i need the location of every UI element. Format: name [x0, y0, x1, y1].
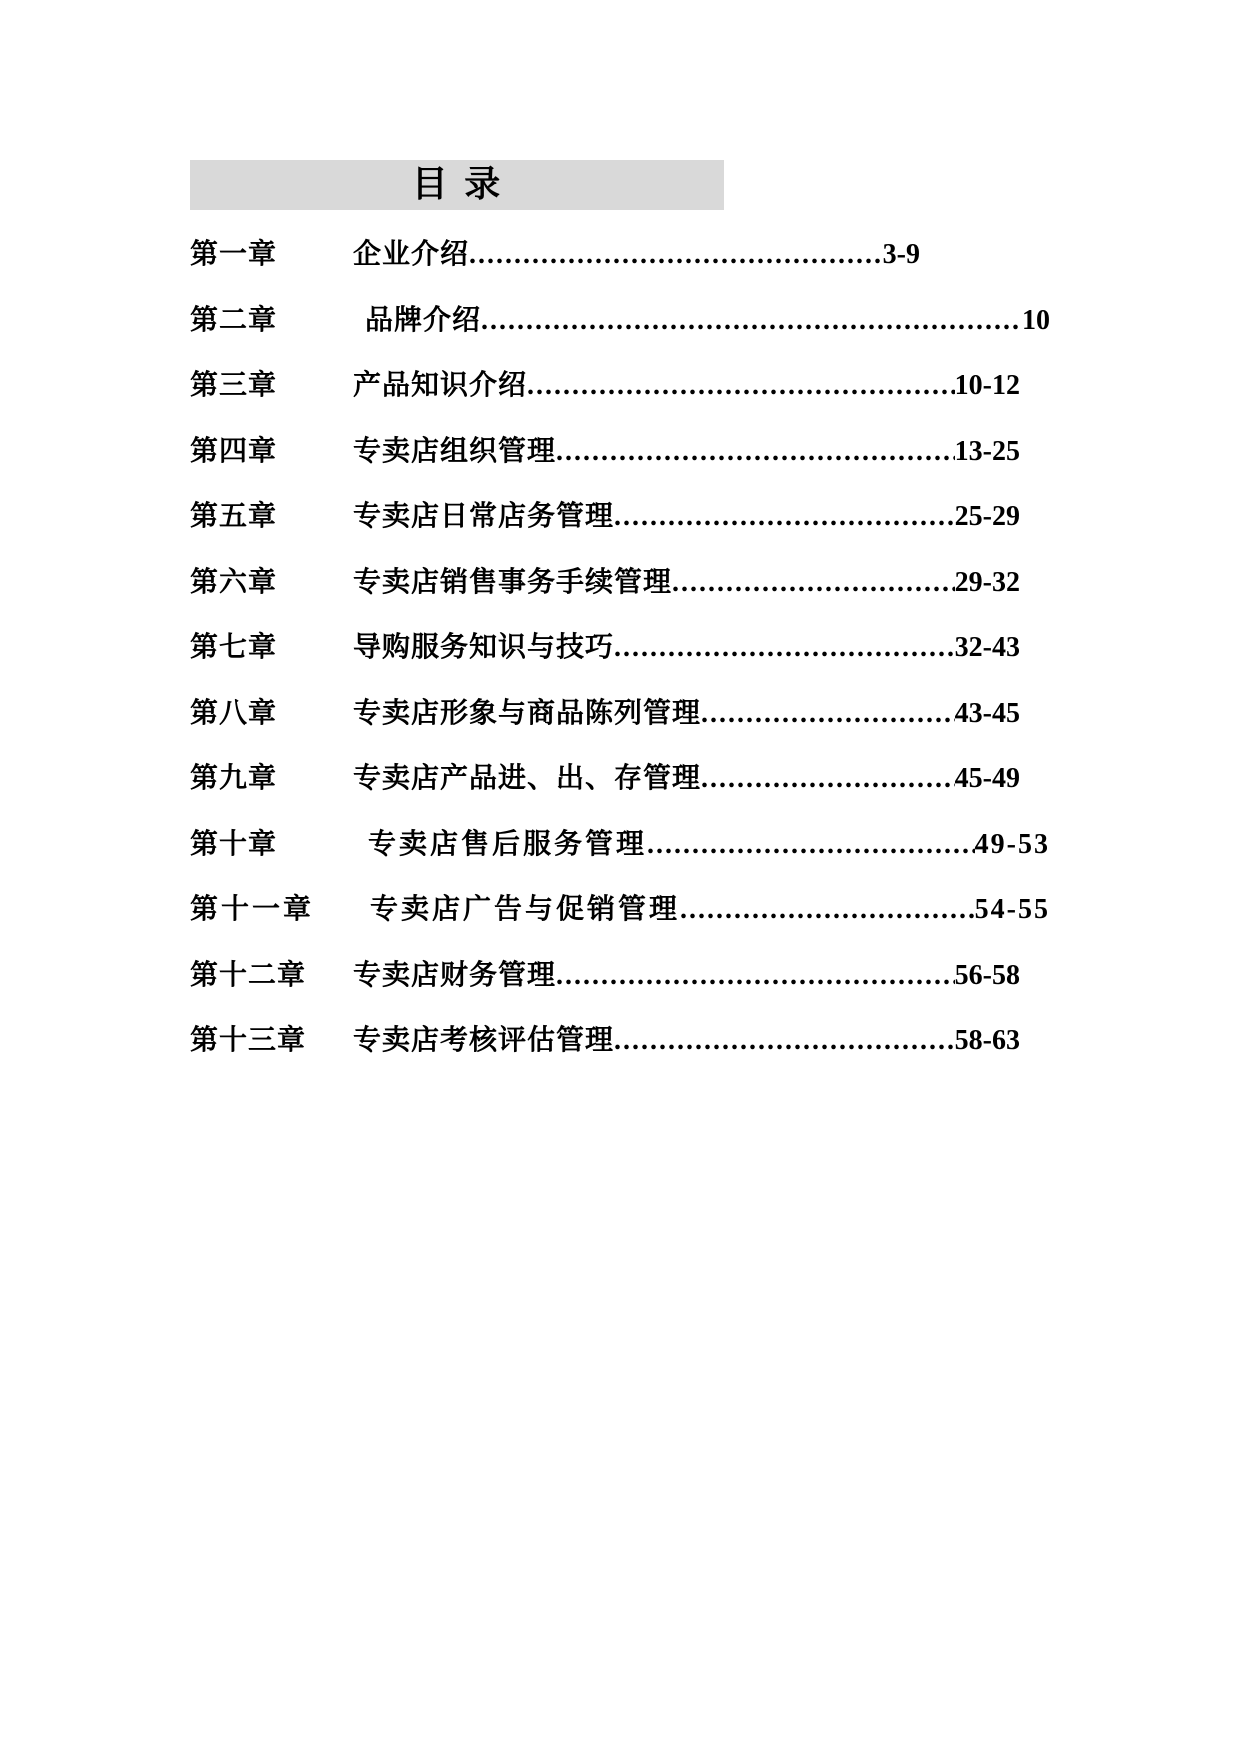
toc-title: 目 录 [411, 164, 503, 205]
toc-chapter-title: 专卖店日常店务管理 [353, 499, 615, 532]
toc-dot-leader [481, 305, 1022, 337]
toc-chapter-number: 第一章 [190, 237, 278, 270]
toc-chapter-number: 第七章 [190, 630, 278, 663]
toc-entry[interactable] [190, 357, 1020, 423]
toc-chapter-title: 专卖店财务管理 [353, 957, 557, 991]
toc-entry[interactable] [190, 1012, 1020, 1078]
toc-entry[interactable] [190, 685, 1020, 751]
toc-entry-line [353, 691, 1020, 731]
toc-dot-leader [614, 501, 955, 533]
toc-chapter-title: 品牌介绍 [365, 302, 482, 336]
toc-entry[interactable] [190, 292, 1050, 358]
toc-entry-line [353, 560, 1020, 600]
toc-chapter-number: 第二章 [190, 302, 278, 336]
toc-entry-line [365, 298, 1050, 338]
toc-dot-leader [672, 567, 955, 599]
toc-chapter-number: 第十三章 [190, 1023, 307, 1056]
toc-entry[interactable] [190, 423, 1020, 489]
toc-page-range: 29-32 [954, 566, 1020, 598]
toc-dot-leader [556, 960, 955, 992]
toc-entry[interactable] [190, 619, 1020, 685]
toc-chapter-number: 第十章 [190, 826, 278, 860]
toc-dot-leader [556, 436, 955, 468]
toc-entry[interactable] [190, 816, 1050, 882]
toc-entry-line [370, 887, 1050, 927]
toc-entry-line [353, 429, 1020, 469]
toc-page-range: 13-25 [954, 435, 1020, 467]
toc-page-range: 49-53 [974, 828, 1050, 860]
toc-page-range: 25-29 [954, 501, 1020, 532]
toc-entry[interactable] [190, 881, 1050, 947]
toc-chapter-number: 第九章 [190, 761, 278, 794]
toc-entry-line [353, 625, 1020, 665]
toc-title-bar [190, 160, 724, 210]
toc-page-range: 43-45 [954, 697, 1020, 729]
toc-chapter-number: 第五章 [190, 499, 278, 532]
toc-entry-line [353, 953, 1020, 993]
toc-entry[interactable] [190, 226, 920, 292]
toc-dot-leader [701, 763, 955, 795]
toc-entry-line [353, 756, 1020, 796]
toc-chapter-title: 专卖店广告与促销管理 [370, 892, 681, 925]
toc-chapter-number: 第八章 [190, 695, 278, 729]
toc-dot-leader [614, 1025, 955, 1057]
toc-list [190, 226, 1070, 1078]
toc-entry[interactable] [190, 947, 1020, 1013]
toc-chapter-title: 专卖店形象与商品陈列管理 [353, 695, 702, 729]
toc-dot-leader [647, 829, 975, 861]
toc-chapter-number: 第三章 [190, 368, 278, 401]
toc-page-range: 3-9 [882, 239, 920, 270]
toc-dot-leader [527, 370, 955, 402]
toc-page-range: 56-58 [954, 959, 1020, 991]
toc-page-range: 45-49 [954, 763, 1020, 794]
toc-chapter-number: 第十一章 [190, 892, 315, 925]
toc-page-range: 54-55 [974, 894, 1050, 925]
toc-chapter-title: 专卖店组织管理 [353, 433, 557, 467]
toc-chapter-title: 专卖店考核评估管理 [353, 1023, 615, 1056]
toc-dot-leader [680, 894, 975, 926]
toc-entry-line [353, 494, 1020, 534]
toc-page-range: 10 [1022, 304, 1050, 336]
toc-dot-leader [614, 632, 955, 664]
toc-entry-line [368, 822, 1050, 862]
toc-chapter-title: 产品知识介绍 [353, 368, 528, 401]
toc-page-range: 32-43 [954, 632, 1020, 663]
toc-chapter-number: 第十二章 [190, 957, 307, 991]
toc-chapter-number: 第六章 [190, 564, 278, 598]
toc-entry-line [353, 363, 1020, 403]
toc-entry[interactable] [190, 554, 1020, 620]
toc-entry[interactable] [190, 488, 1020, 554]
toc-page-range: 10-12 [954, 370, 1020, 401]
toc-dot-leader [701, 698, 955, 730]
toc-dot-leader [469, 239, 883, 271]
toc-chapter-title: 专卖店售后服务管理 [368, 826, 648, 860]
toc-entry-line [353, 1018, 1020, 1058]
toc-chapter-title: 导购服务知识与技巧 [353, 630, 615, 663]
toc-chapter-title: 企业介绍 [353, 237, 470, 270]
toc-chapter-title: 专卖店销售事务手续管理 [353, 564, 673, 598]
toc-chapter-number: 第四章 [190, 433, 278, 467]
toc-entry[interactable] [190, 750, 1020, 816]
toc-page-range: 58-63 [954, 1025, 1020, 1056]
toc-chapter-title: 专卖店产品进、出、存管理 [353, 761, 702, 794]
toc-entry-line [353, 232, 920, 272]
